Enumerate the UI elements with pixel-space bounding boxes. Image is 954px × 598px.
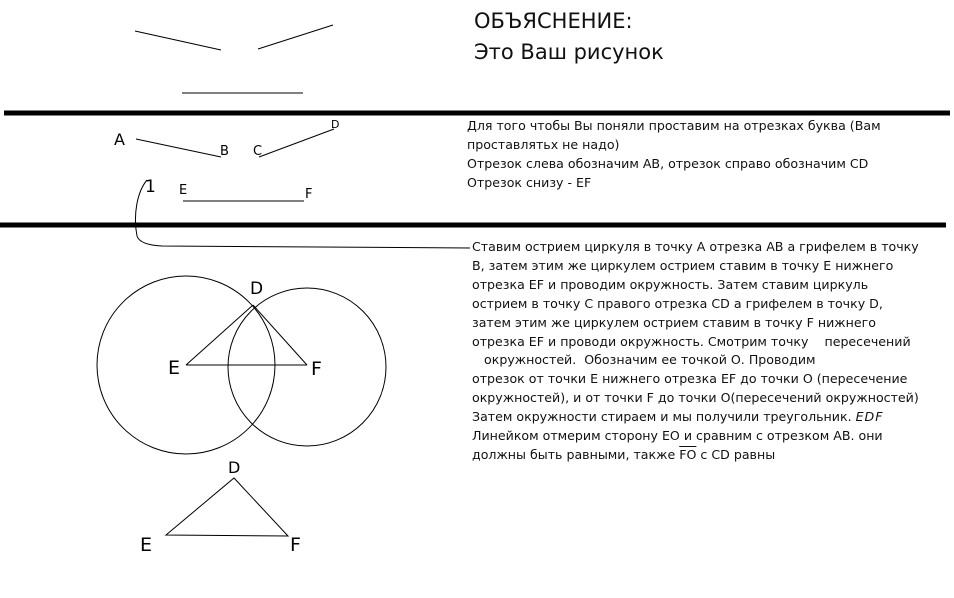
circle-f <box>228 288 386 446</box>
segment-cd <box>259 129 334 157</box>
explanation-line: острием в точку С правого отрезка CD а грифелем в точку D, <box>472 295 883 311</box>
labeling-note <box>467 116 881 192</box>
segment-ab <box>136 139 221 157</box>
explanation-line: В, затем этим же циркулем острием ставим в точку Е нижнего <box>472 257 894 273</box>
construction-fd <box>253 305 307 365</box>
label-c: C <box>253 144 263 159</box>
construction-ed <box>186 305 253 365</box>
overlined-fo: $\overline{FO}$ <box>679 446 697 462</box>
label-d-top: D <box>331 118 340 131</box>
explanation-line: отрезка EF и проводим окружность. Затем ставим циркуль <box>472 276 869 292</box>
explanation-line <box>472 446 919 465</box>
heading-subtitle: Это Ваш рисунок <box>474 40 664 64</box>
label-f: F <box>305 187 313 202</box>
triangle-label-e: E <box>140 534 153 556</box>
explanation-text: Затем окружности стираем и мы получили треугольник. <box>472 409 852 425</box>
triangle-edf <box>166 478 288 536</box>
heading-title: ОБЪЯСНЕНИЕ: <box>474 9 633 33</box>
circle-label-d: D <box>250 279 264 299</box>
explanation-line <box>472 408 919 427</box>
label-a: A <box>114 130 125 149</box>
segment-left <box>135 31 221 50</box>
segment-right <box>258 25 333 49</box>
note-line: Для того чтобы Вы поняли проставим на отрезках буква (Вам <box>467 118 881 133</box>
explanation-line: окружностей), и от точки F до точки О(пересечений окружностей) <box>472 390 919 406</box>
label-b: B <box>220 144 229 159</box>
explanation-text: с CD равны <box>700 446 776 462</box>
circle-label-f: F <box>311 358 322 380</box>
explanation-text: должны быть равными, также <box>472 446 676 462</box>
explanation-line: отрезка EF и проводи окружность. Смотрим точку пересечений <box>472 333 911 349</box>
note-line: проставлятьх не надо) <box>467 137 620 152</box>
note-line: Отрезок снизу - EF <box>467 175 592 190</box>
explanation-line: Линейком отмерим сторону ЕО и сравним с отрезком АВ. они <box>472 428 883 444</box>
construction-explanation <box>472 238 919 465</box>
triangle-label-d: D <box>228 458 241 477</box>
note-line: Отрезок слева обозначим АВ, отрезок справо обозначим СD <box>467 156 869 171</box>
label-e: E <box>179 183 188 198</box>
triangle-label-f: F <box>290 534 301 556</box>
explanation-line: окружностей. Обозначим ее точкой О. Проводим <box>472 352 816 368</box>
explanation-line: затем этим же циркулем острием ставим в точку F нижнего <box>472 314 876 330</box>
label-one: 1 <box>145 177 156 197</box>
heading <box>474 6 664 68</box>
circle-label-e: E <box>168 357 181 379</box>
handwritten-edf: EDF <box>855 409 884 425</box>
explanation-line: Ставим острием циркуля в точку А отрезка АВ а грифелем в точку <box>472 239 919 254</box>
explanation-line: отрезок от точки Е нижнего отрезка EF до точки О (пересечение <box>472 371 908 387</box>
